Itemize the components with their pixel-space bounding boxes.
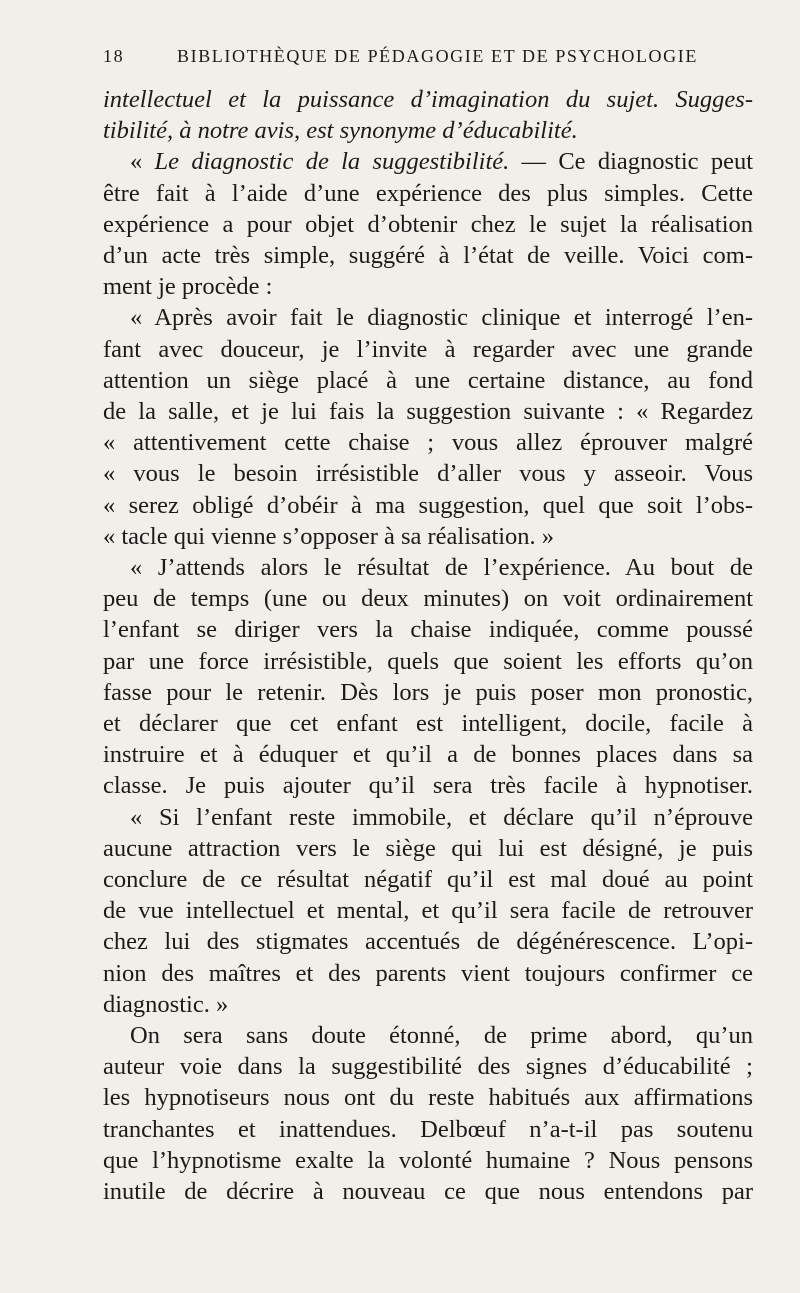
text-segment: expérience a pour objet d’obtenir chez le sujet la réalisation [103,210,753,238]
text-segment: d’un acte très simple, suggéré à l’état de veille. Voici com- [103,242,753,269]
text-segment: par une force irrésistible, quels que soient les efforts qu’on [103,647,753,675]
text-segment: diagnostic. » [103,990,229,1018]
text-segment: peu de temps (une ou deux minutes) on voit ordinairement [103,585,753,613]
text-line [103,396,753,428]
text-line [103,583,753,615]
italic-text: intellectuel et la puissance d’imagination du sujet. Sugges- [103,86,753,113]
italic-text: Le diagnostic de la suggestibilité. [154,148,510,176]
text-segment: — Ce diagnostic peut [509,148,754,176]
text-line [103,490,753,522]
text-segment: « Si l’enfant reste immobile, et déclare qu’il n’éprouve [130,803,753,831]
text-segment: chez lui des stigmates accentués de dégénérescence. L’opi- [103,928,753,956]
text-segment: inutile de décrire à nouveau ce que nous entendons par [103,1178,753,1205]
text-segment: de vue intellectuel et mental, et qu’il sera facile de retrouver [103,897,753,925]
text-segment: « Après avoir fait le diagnostic clinique et interrogé l’en- [130,304,753,332]
running-head: BIBLIOTHÈQUE DE PÉDAGOGIE ET DE PSYCHOLOGIE [177,46,698,66]
text-line [103,1051,753,1083]
text-line [103,958,753,990]
text-line [103,646,753,678]
text-segment: « attentivement cette chaise ; vous allez éprouver malgré [103,429,753,457]
text-line [103,677,753,709]
page-number: 18 [103,46,125,66]
text-line [103,989,753,1021]
text-line [103,115,753,147]
text-line [103,271,753,303]
text-segment: conclure de ce résultat négatif qu’il est mal doué au point [103,866,753,893]
text-line [103,770,753,802]
text-line [103,427,753,459]
text-line [103,178,753,210]
text-segment: que l’hypnotisme exalte la volonté humaine ? Nous pensons [103,1146,753,1174]
text-line [103,895,753,927]
text-segment: « tacle qui vienne s’opposer à sa réalisation. » [103,522,555,550]
text-line [103,365,753,397]
text-line [103,1145,753,1177]
text-line [103,926,753,958]
text-segment: On sera sans doute étonné, de prime abord, qu’un [130,1022,753,1049]
text-segment: « [130,148,155,176]
text-line [130,302,753,334]
text-line [103,521,753,553]
text-line [103,708,753,740]
text-line [103,334,753,366]
text-segment: ment je procède : [103,273,273,301]
text-line [103,1176,753,1208]
text-segment: tranchantes et inattendues. Delbœuf n’a-t-il pas soutenu [103,1115,753,1143]
text-segment: instruire et à éduquer et qu’il a de bonnes places dans sa [103,741,753,769]
text-line [103,1082,753,1114]
text-segment: être fait à l’aide d’une expérience des plus simples. Cette [103,179,753,207]
text-line [103,84,753,116]
text-line [103,209,753,241]
text-segment: attention un siège placé à une certaine distance, au fond [103,366,753,394]
text-segment: l’enfant se diriger vers la chaise indiquée, comme poussé [103,616,753,644]
text-segment: les hypnotiseurs nous ont du reste habitués aux affirmations [103,1084,753,1112]
text-line [130,1020,753,1052]
italic-text: tibilité, à notre avis, est synonyme d’éducabilité. [103,117,578,145]
text-segment: nion des maîtres et des parents vient toujours confirmer ce [103,959,753,987]
text-segment: « J’attends alors le résultat de l’expérience. Au bout de [130,554,753,581]
text-segment: de la salle, et je lui fais la suggestion suivante : « Regardez [103,398,753,425]
text-segment: « serez obligé d’obéir à ma suggestion, quel que soit l’obs- [103,491,753,519]
text-line [103,614,753,646]
page-header [103,46,752,70]
text-segment: fant avec douceur, je l’invite à regarder avec une grande [103,335,753,363]
text-segment: classe. Je puis ajouter qu’il sera très facile à hypnotiser. [103,772,753,800]
text-segment: « vous le besoin irrésistible d’aller vous y asseoir. Vous [103,460,753,488]
text-line [103,240,753,272]
text-line [103,739,753,771]
text-segment: aucune attraction vers le siège qui lui est désigné, je puis [103,834,753,862]
text-segment: auteur voie dans la suggestibilité des signes d’éducabilité ; [103,1053,753,1081]
text-segment: fasse pour le retenir. Dès lors je puis poser mon pronostic, [103,678,753,706]
text-line [130,802,753,834]
text-segment: et déclarer que cet enfant est intelligent, docile, facile à [103,710,753,737]
text-line [103,864,753,896]
text-line [103,833,753,865]
text-line [130,552,753,584]
text-line [103,1114,753,1146]
text-line [130,146,753,178]
text-line [103,458,753,490]
